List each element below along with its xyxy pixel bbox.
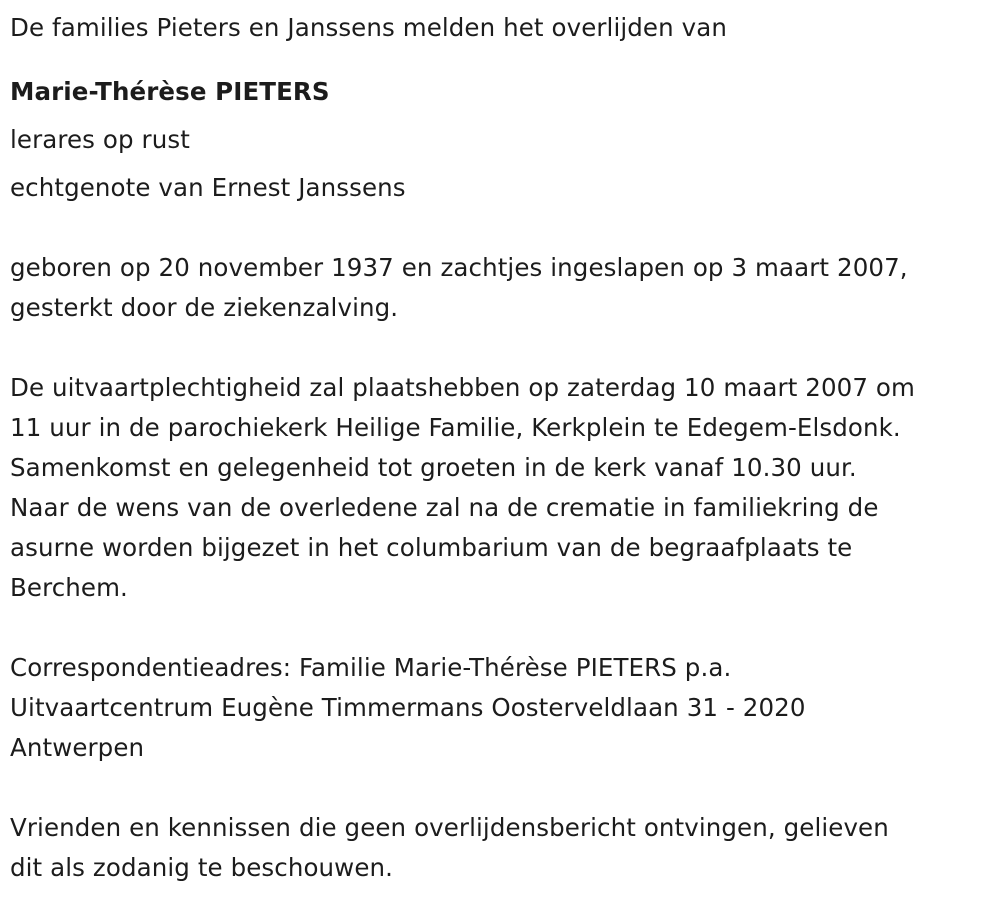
spouse-text: echtgenote van Ernest Janssens xyxy=(10,173,406,202)
correspondence-paragraph xyxy=(10,648,990,768)
funeral-line: Samenkomst en gelegenheid tot groeten in de kerk vanaf 10.30 uur. xyxy=(10,453,857,482)
birth-death-paragraph xyxy=(10,248,990,328)
funeral-line: Naar de wens van de overledene zal na de crematie in familiekring de xyxy=(10,493,879,522)
deceased-name: Marie-Thérèse PIETERS xyxy=(10,77,330,106)
intro-text: De families Pieters en Janssens melden het overlijden van xyxy=(10,13,727,42)
funeral-line: asurne worden bijgezet in het columbarium van de begraafplaats te xyxy=(10,533,853,562)
correspondence-line: Antwerpen xyxy=(10,733,145,762)
birth-death-line: gesterkt door de ziekenzalving. xyxy=(10,293,399,322)
correspondence-line: Uitvaartcentrum Eugène Timmermans Oosterveldlaan 31 - 2020 xyxy=(10,693,806,722)
funeral-line: 11 uur in de parochiekerk Heilige Familie, Kerkplein te Edegem-Elsdonk. xyxy=(10,413,901,442)
funeral-line: Berchem. xyxy=(10,573,128,602)
closing-line: dit als zodanig te beschouwen. xyxy=(10,853,394,882)
closing-paragraph xyxy=(10,808,990,888)
correspondence-line: Correspondentieadres: Familie Marie-Thérèse PIETERS p.a. xyxy=(10,653,732,682)
funeral-line: De uitvaartplechtigheid zal plaatshebben op zaterdag 10 maart 2007 om xyxy=(10,373,915,402)
funeral-paragraph xyxy=(10,368,990,608)
birth-death-line: geboren op 20 november 1937 en zachtjes ingeslapen op 3 maart 2007, xyxy=(10,253,908,282)
occupation-text: lerares op rust xyxy=(10,125,190,154)
closing-line: Vrienden en kennissen die geen overlijdensbericht ontvingen, gelieven xyxy=(10,813,889,842)
